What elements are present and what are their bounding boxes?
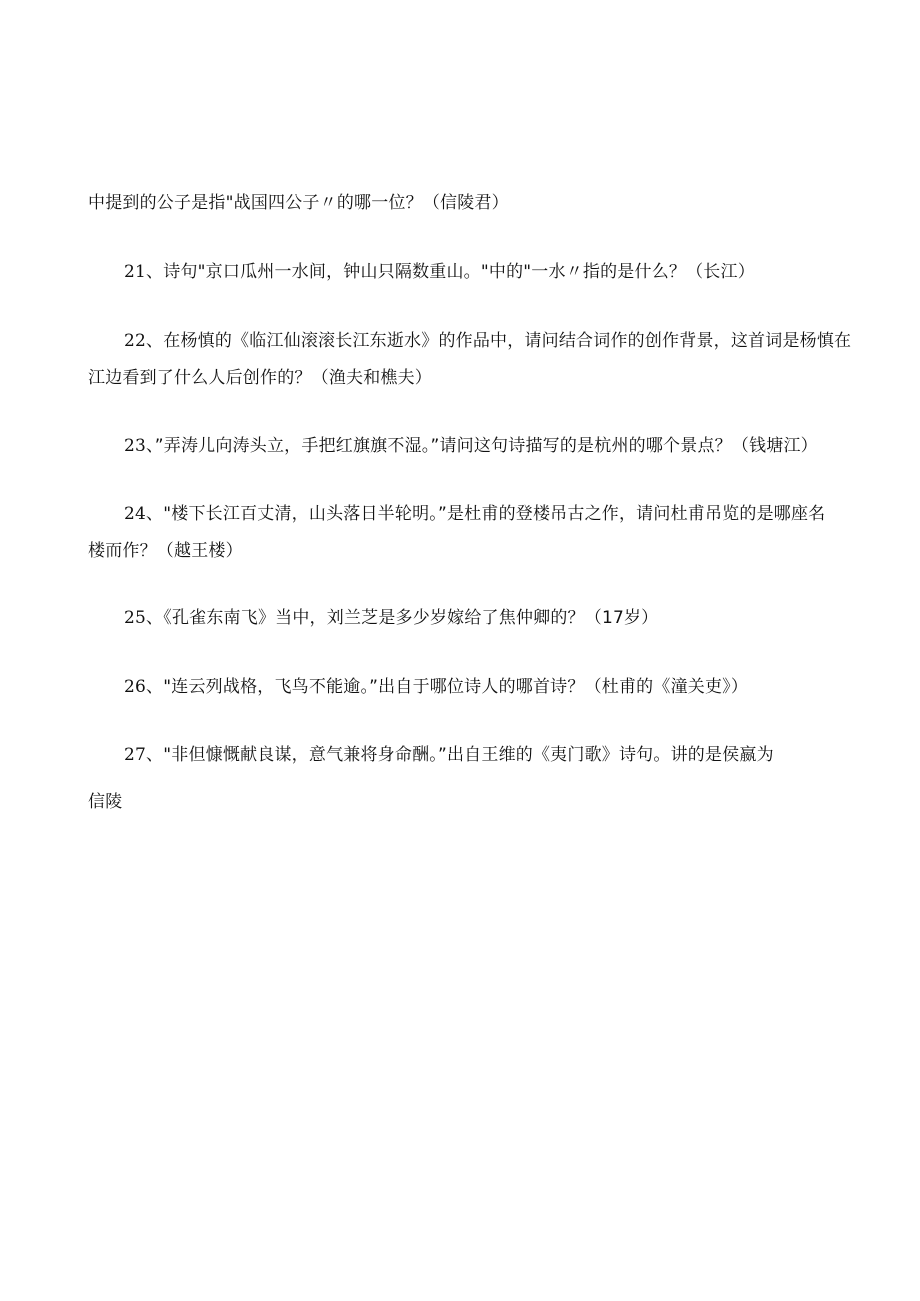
text-line-continuation (88, 191, 509, 215)
question-text: 、”弄涛儿向涛头立，手把红旗旗不湿。”请问这句诗描写的是杭州的哪个景点？（钱塘江） (146, 436, 818, 456)
question-22-continuation (88, 366, 432, 390)
question-26 (124, 675, 748, 699)
question-text: 楼而作？（越王楼） (88, 541, 243, 561)
question-27-continuation (88, 790, 122, 814)
question-text: 、"连云列战格，飞鸟不能逾。”出自于哪位诗人的哪首诗？（杜甫的《潼关吏》） (146, 677, 749, 697)
question-21 (124, 260, 755, 284)
question-text: 、诗句"京口瓜州一水间，钟山只隔数重山。"中的"一水〃指的是什么？（长江） (146, 262, 755, 282)
question-25 (124, 606, 658, 630)
question-23 (124, 434, 818, 458)
question-text: 、"非但慷慨献良谋，意气兼将身命酬。”出自王维的《夷门歌》诗句。讲的是侯嬴为 (146, 745, 774, 765)
question-27 (124, 743, 774, 767)
question-number: 25 (124, 608, 147, 628)
question-text: 、《孔雀东南飞》当中，刘兰芝是多少岁嫁给了焦仲卿的？（17岁） (146, 608, 659, 628)
question-text: 、在杨慎的《临江仙滚滚长江东逝水》的作品中，请问结合词作的创作背景，这首词是杨慎在 (146, 331, 852, 351)
question-24-continuation (88, 539, 243, 563)
question-number: 27 (124, 745, 147, 765)
question-text: 信陵 (88, 792, 123, 812)
question-text: 江边看到了什么人后创作的？（渔夫和樵夫） (88, 368, 432, 388)
question-number: 24 (124, 504, 147, 524)
question-number: 22 (124, 331, 147, 351)
question-number: 23 (124, 436, 147, 456)
question-24 (124, 502, 825, 526)
question-number: 21 (124, 262, 147, 282)
line-text: 中提到的公子是指"战国四公子〃的哪一位？（信陵君） (88, 193, 509, 213)
question-number: 26 (124, 677, 147, 697)
question-22 (124, 329, 851, 353)
question-text: 、"楼下长江百丈清，山头落日半轮明。”是杜甫的登楼吊古之作，请问杜甫吊览的是哪座名 (146, 504, 826, 524)
